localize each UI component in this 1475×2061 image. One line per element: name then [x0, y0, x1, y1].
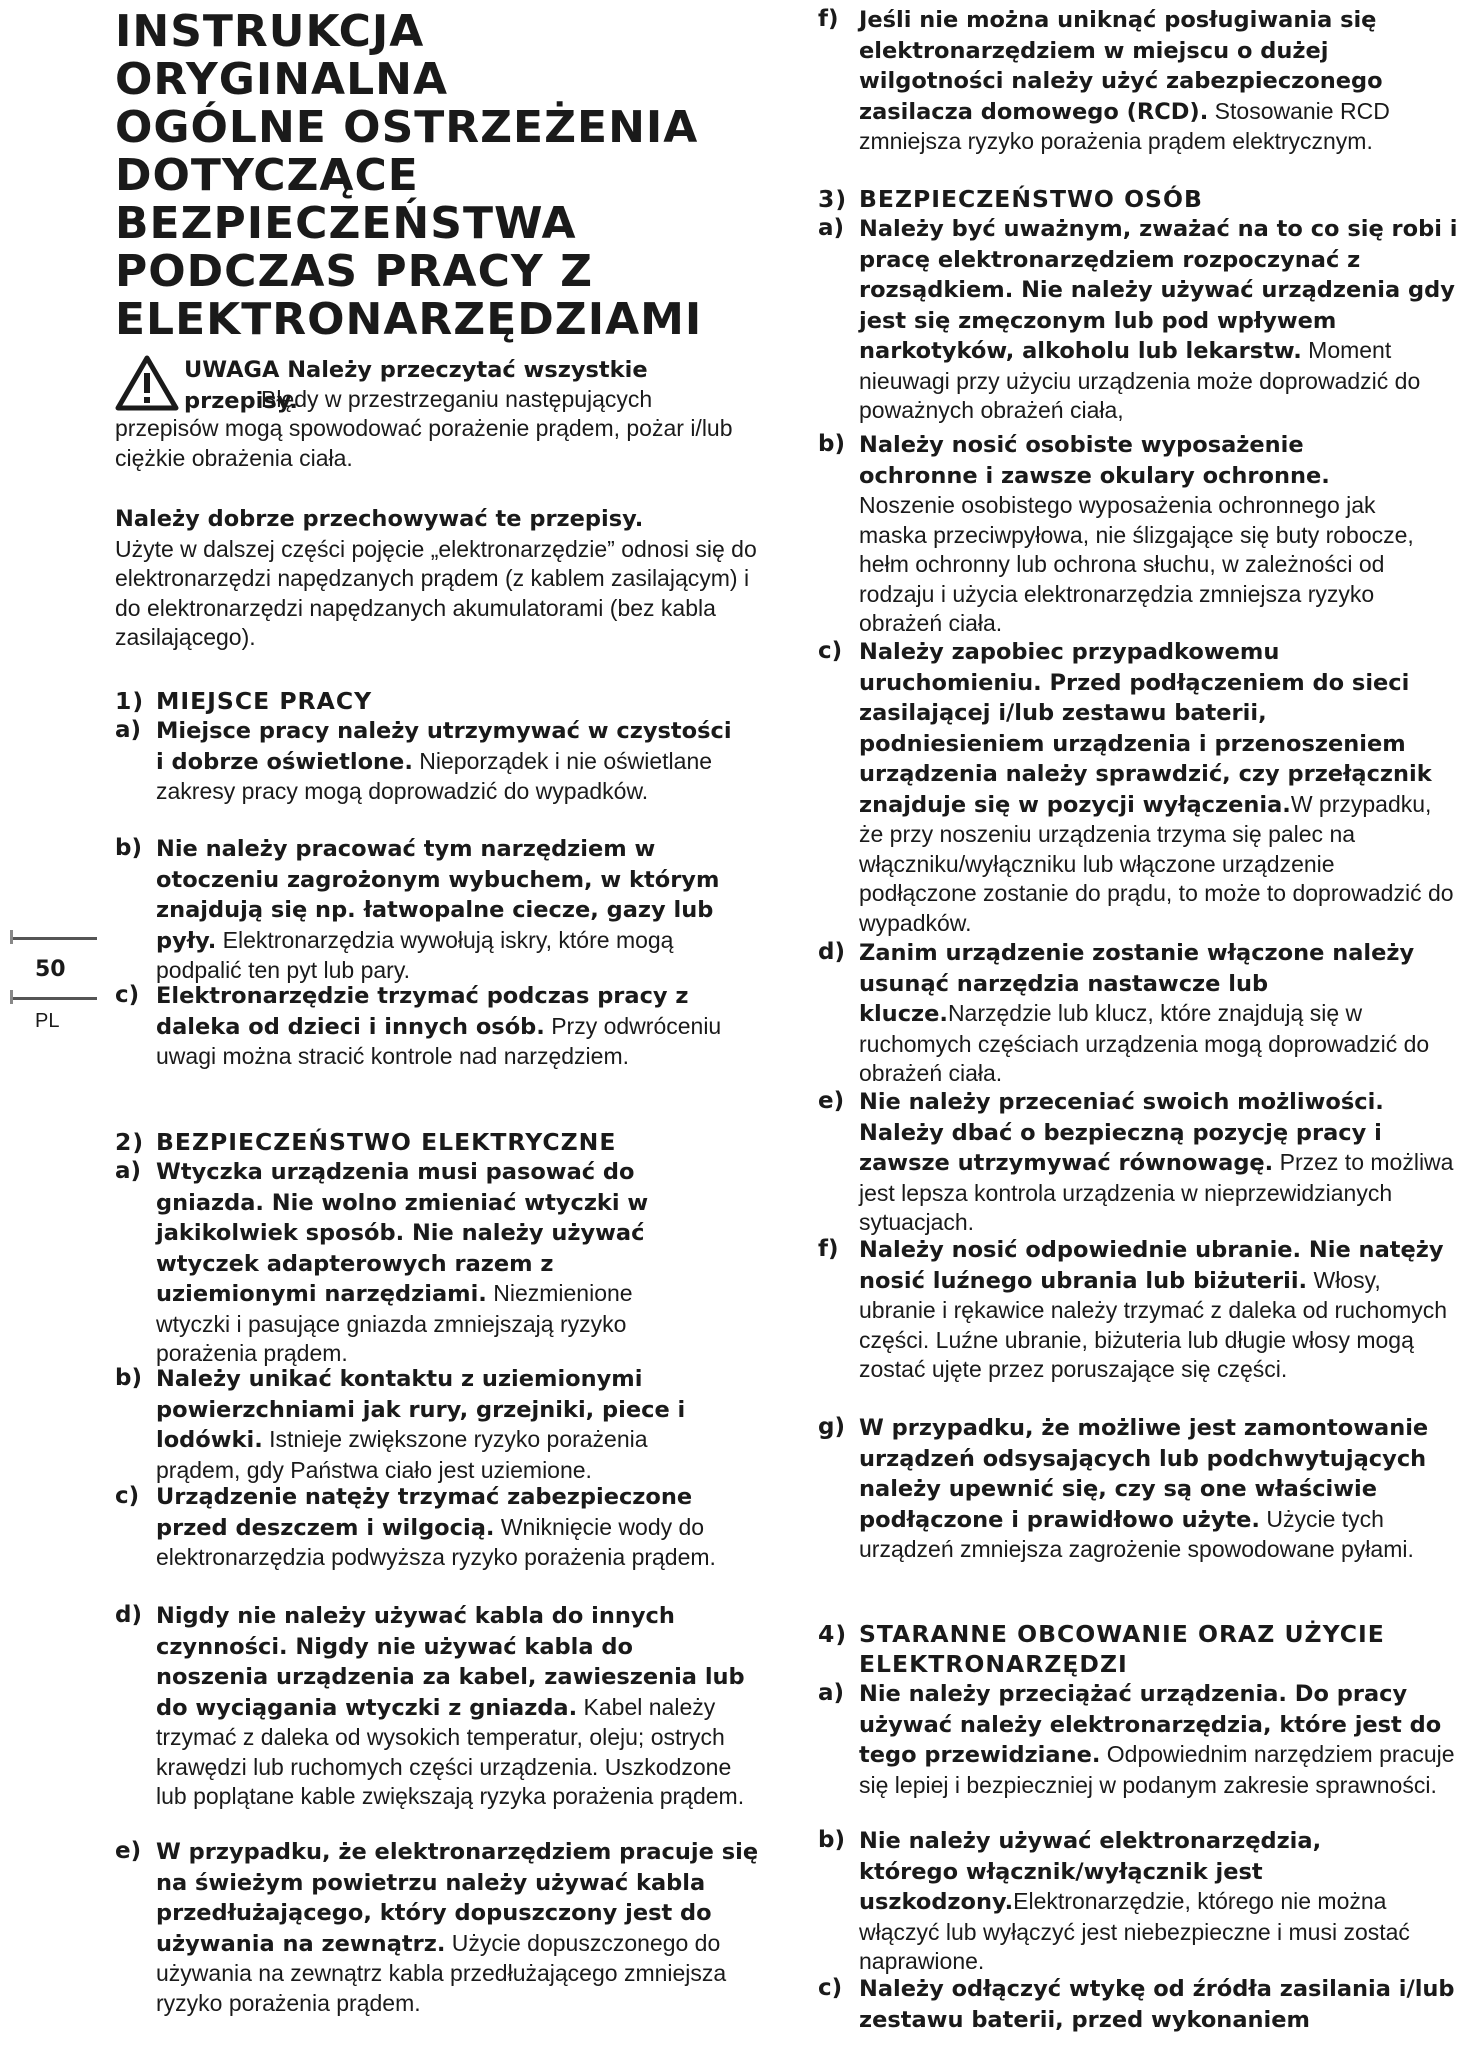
title-line: ORYGINALNA	[115, 54, 449, 105]
item-bold: Należy zapobiec przypadkowemu uruchomieniu. Przed podłączeniem do sieci zasilającej i/lub zestawu baterii, podniesieniem urządzenia i przenoszeniem urządzenia należy sprawdzić, czy przełącznik znajduje się w pozycji wyłączenia.	[859, 639, 1432, 818]
section-2-heading	[115, 1128, 760, 1158]
item-bold: Miejsce pracy należy utrzymywać w czystości i dobrze oświetlone.	[156, 718, 732, 775]
s3-item-b	[818, 430, 1418, 639]
item-text: Istnieje zwiększone ryzyko porażenia prądem, gdy Państwa ciało jest uziemione.	[156, 1426, 648, 1483]
item-label: e)	[115, 1838, 142, 1864]
page-number: 50	[35, 957, 66, 982]
item-label: e)	[818, 1088, 845, 1114]
section-number: 3)	[818, 185, 848, 213]
item-label: b)	[115, 1365, 142, 1391]
item-label: b)	[818, 1827, 845, 1853]
warning-text: Błędy w przestrzeganiu następujących przepisów mogą spowodować porażenie prądem, pożar i/lub ciężkie obrażenia ciała.	[115, 385, 733, 471]
item-text: Odpowiednim narzędziem pracuje się lepiej i bezpieczniej w podanym zakresie sprawności.	[859, 1741, 1455, 1798]
s3-item-a	[818, 214, 1458, 426]
item-text: W przypadku, że przy noszeniu urządzenia trzyma się palec na włączniku/wyłączniku lub włączone urządzenie podłączone zostanie do prądu, to może to doprowadzić do wypadków.	[859, 790, 1454, 936]
language-code: PL	[35, 1010, 60, 1032]
item-bold: Należy nosić odpowiednie ubranie. Nie natęży nosić luźnego ubrania lub biżuterii.	[859, 1237, 1444, 1294]
item-label: b)	[818, 431, 845, 457]
warning-paragraph	[115, 355, 735, 471]
item-text: Narzędzie lub klucz, które znajdują się w ruchomych częściach urządzenia mogą doprowadzić do obrażeń ciała.	[859, 1000, 1430, 1086]
section-title: MIEJSCE PRACY	[156, 687, 373, 715]
item-label: c)	[115, 982, 140, 1008]
item-text: Przy odwróceniu uwagi można stracić kontrole nad narzędziem.	[156, 1012, 722, 1069]
s4-item-a	[818, 1679, 1458, 1800]
s4-item-c	[818, 1974, 1458, 2035]
keep-text: Użyte w dalszej części pojęcie „elektronarzędzie” odnosi się do elektronarzędzi napędzanych prądem (z kablem zasilającym) i do elektronarzędzi napędzanych akumulatorami (bez kabla zasilającego).	[115, 535, 757, 650]
s1-item-b	[115, 834, 755, 986]
section-title: BEZPIECZEŃSTWO OSÓB	[859, 185, 1203, 213]
item-text: Nieporządek i nie oświetlane zakresy pracy mogą doprowadzić do wypadków.	[156, 747, 713, 804]
margin-tick-top	[10, 930, 13, 944]
item-label: a)	[115, 1158, 142, 1184]
item-text: Elektronarzędzia wywołują iskry, które mogą podpalić ten pyt lub pary.	[156, 926, 674, 983]
item-label: d)	[818, 939, 845, 965]
s3-item-f	[818, 1235, 1458, 1385]
item-text: Użycie dopuszczonego do używania na zewnątrz kabla przedłużającego zmniejsza ryzyko porażenia prądem.	[156, 1929, 727, 2016]
item-bold: Nie należy używać elektronarzędzia, którego włącznik/wyłącznik jest uszkodzony.	[859, 1828, 1322, 1915]
item-text: Moment nieuwagi przy użyciu urządzenia może doprowadzić do poważnych obrażeń ciała,	[859, 337, 1421, 423]
keep-bold: Należy dobrze przechowywać te przepisy.	[115, 506, 644, 532]
item-bold: Nie należy pracować tym narzędziem w otoczeniu zagrożonym wybuchem, w którym znajdują się np. łatwopalne ciecze, gazy lub pyły.	[156, 836, 720, 954]
item-bold: Nie należy przeciążać urządzenia. Do pracy używać należy elektronarzędzia, które jest do tego przewidziane.	[859, 1681, 1442, 1768]
item-bold: Jeśli nie można uniknąć posługiwania się elektronarzędziem w miejscu o dużej wilgotności należy użyć zabezpieczonego zasilacza domowego (RCD).	[859, 7, 1383, 125]
item-text: Włosy, ubranie i rękawice należy trzymać z daleka od ruchomych części. Luźne ubranie, biżuteria lub długie włosy mogą zostać ujęte przez poruszające się części.	[859, 1266, 1448, 1382]
item-bold: Zanim urządzenie zostanie włączone należy usunąć narzędzia nastawcze lub klucze.	[859, 940, 1415, 1027]
item-bold: Należy być uważnym, zważać na to co się robi i pracę elektronarzędziem rozpoczynać z rozsądkiem. Nie należy używać urządzenia gdy jest się zmęczonym lub pod wpływem narkotyków, alkoholu lub lekarstw.	[859, 216, 1458, 364]
item-bold: Należy unikać kontaktu z uziemionymi powierzchniami jak rury, grzejniki, piece i lodówki.	[156, 1366, 686, 1453]
title-line: DOTYCZĄCE	[115, 150, 419, 201]
section-number: 4)	[818, 1620, 848, 1648]
margin-rule-bottom	[10, 997, 97, 1000]
item-text: Elektronarzędzie, którego nie można włączyć lub wyłączyć jest niebezpieczne i musi zostać naprawione.	[859, 1888, 1410, 1974]
title-line: BEZPIECZEŃSTWA	[115, 198, 577, 249]
s2-item-b	[115, 1364, 735, 1485]
section-1-heading	[115, 687, 760, 717]
item-bold: W przypadku, że możliwe jest zamontowanie urządzeń odsysających lub podchwytujących należy upewnić się, czy są one właściwie podłączone i prawidłowo użyte.	[859, 1415, 1429, 1533]
item-label: a)	[818, 215, 845, 241]
s3-item-d	[818, 938, 1458, 1089]
warning-bold: UWAGA Należy przeczytać wszystkie przepisy.	[184, 357, 648, 414]
item-text: Stosowanie RCD zmniejsza ryzyko porażenia prądem elektrycznym.	[859, 97, 1390, 154]
item-bold: Należy nosić osobiste wyposażenie ochronne i zawsze okulary ochronne.	[859, 432, 1330, 489]
item-bold: Należy odłączyć wtykę od źródła zasilania i/lub zestawu baterii, przed wykonaniem	[859, 1976, 1455, 2033]
section-title: STARANNE OBCOWANIE ORAZ UŻYCIE ELEKTRONARZĘDZI	[859, 1620, 1385, 1678]
title-line: INSTRUKCJA	[115, 6, 425, 57]
item-text: Kabel należy trzymać z daleka od wysokich temperatur, oleju; ostrych krawędzi lub ruchomych części urządzenia. Uszkodzone lub poplątane kable zwiększają ryzyka porażenia prądem.	[156, 1693, 745, 1809]
s2-item-f	[818, 5, 1428, 157]
keep-paragraph	[115, 505, 760, 653]
item-label: f)	[818, 1236, 839, 1262]
item-label: a)	[818, 1680, 845, 1706]
s2-item-a	[115, 1157, 705, 1369]
item-bold: W przypadku, że elektronarzędziem pracuje się na świeżym powietrzu należy używać kabla przedłużającego, który dopuszczony jest do używania na zewnątrz.	[156, 1839, 759, 1957]
s3-item-c	[818, 637, 1458, 938]
item-label: b)	[115, 835, 142, 861]
margin-rule-top	[10, 937, 97, 940]
item-label: c)	[818, 638, 843, 664]
item-label: c)	[115, 1483, 140, 1509]
item-bold: Urządzenie natęży trzymać zabezpieczone przed deszczem i wilgocią.	[156, 1484, 693, 1541]
margin-tick-bottom	[10, 990, 13, 1004]
title-line: PODCZAS PRACY Z	[115, 246, 593, 297]
s1-item-c	[115, 981, 745, 1072]
item-label: a)	[115, 717, 142, 743]
s4-item-b	[818, 1826, 1418, 1977]
item-label: c)	[818, 1975, 843, 2001]
item-text: Noszenie osobistego wyposażenia ochronnego jak maska przeciwpyłowa, nie ślizgające się buty robocze, hełm ochronny lub ochrona słuchu, w zależności od rodzaju i użycia elektronarzędzia zmniejsza ryzyko obrażeń ciała.	[859, 492, 1414, 636]
item-label: f)	[818, 6, 839, 32]
s2-item-c	[115, 1482, 755, 1573]
item-text: Użycie tych urządzeń zmniejsza zagrożenie spowodowane pyłami.	[859, 1505, 1414, 1562]
section-title: BEZPIECZEŃSTWO ELEKTRYCZNE	[156, 1128, 617, 1156]
item-text: Wniknięcie wody do elektronarzędzia podwyższa ryzyko porażenia prądem.	[156, 1513, 716, 1570]
item-label: d)	[115, 1602, 142, 1628]
title-line: OGÓLNE OSTRZEŻENIA	[115, 102, 699, 153]
section-4-heading	[818, 1620, 1418, 1679]
section-number: 2)	[115, 1128, 145, 1156]
page-title	[115, 8, 735, 344]
title-line: ELEKTRONARZĘDZIAMI	[115, 294, 703, 345]
item-bold: Elektronarzędzie trzymać podczas pracy z daleka od dzieci i innych osób.	[156, 983, 689, 1040]
s1-item-a	[115, 716, 735, 807]
item-bold: Wtyczka urządzenia musi pasować do gniazda. Nie wolno zmieniać wtyczki w jakikolwiek sposób. Nie należy używać wtyczek adapterowych razem z uziemionymi narzędziami.	[156, 1159, 649, 1307]
section-3-heading	[818, 185, 1458, 215]
s2-item-e	[115, 1837, 760, 2018]
s3-item-g	[818, 1413, 1458, 1565]
item-bold: Nie należy przeceniać swoich możliwości. Należy dbać o bezpieczną pozycję pracy i zawsze utrzymywać równowagę.	[859, 1089, 1384, 1176]
s3-item-e	[818, 1087, 1458, 1238]
item-bold: Nigdy nie należy używać kabla do innych czynności. Nigdy nie używać kabla do noszenia urządzenia za kabel, zawieszenia lub do wyciągania wtyczki z gniazda.	[156, 1603, 745, 1721]
item-text: Niezmienione wtyczki i pasujące gniazda zmniejszają ryzyko porażenia prądem.	[156, 1280, 633, 1366]
item-label: g)	[818, 1414, 845, 1440]
s2-item-d	[115, 1601, 750, 1812]
section-number: 1)	[115, 687, 145, 715]
item-text: Przez to możliwa jest lepsza kontrola urządzenia w nieprzewidzianych sytuacjach.	[859, 1149, 1454, 1235]
